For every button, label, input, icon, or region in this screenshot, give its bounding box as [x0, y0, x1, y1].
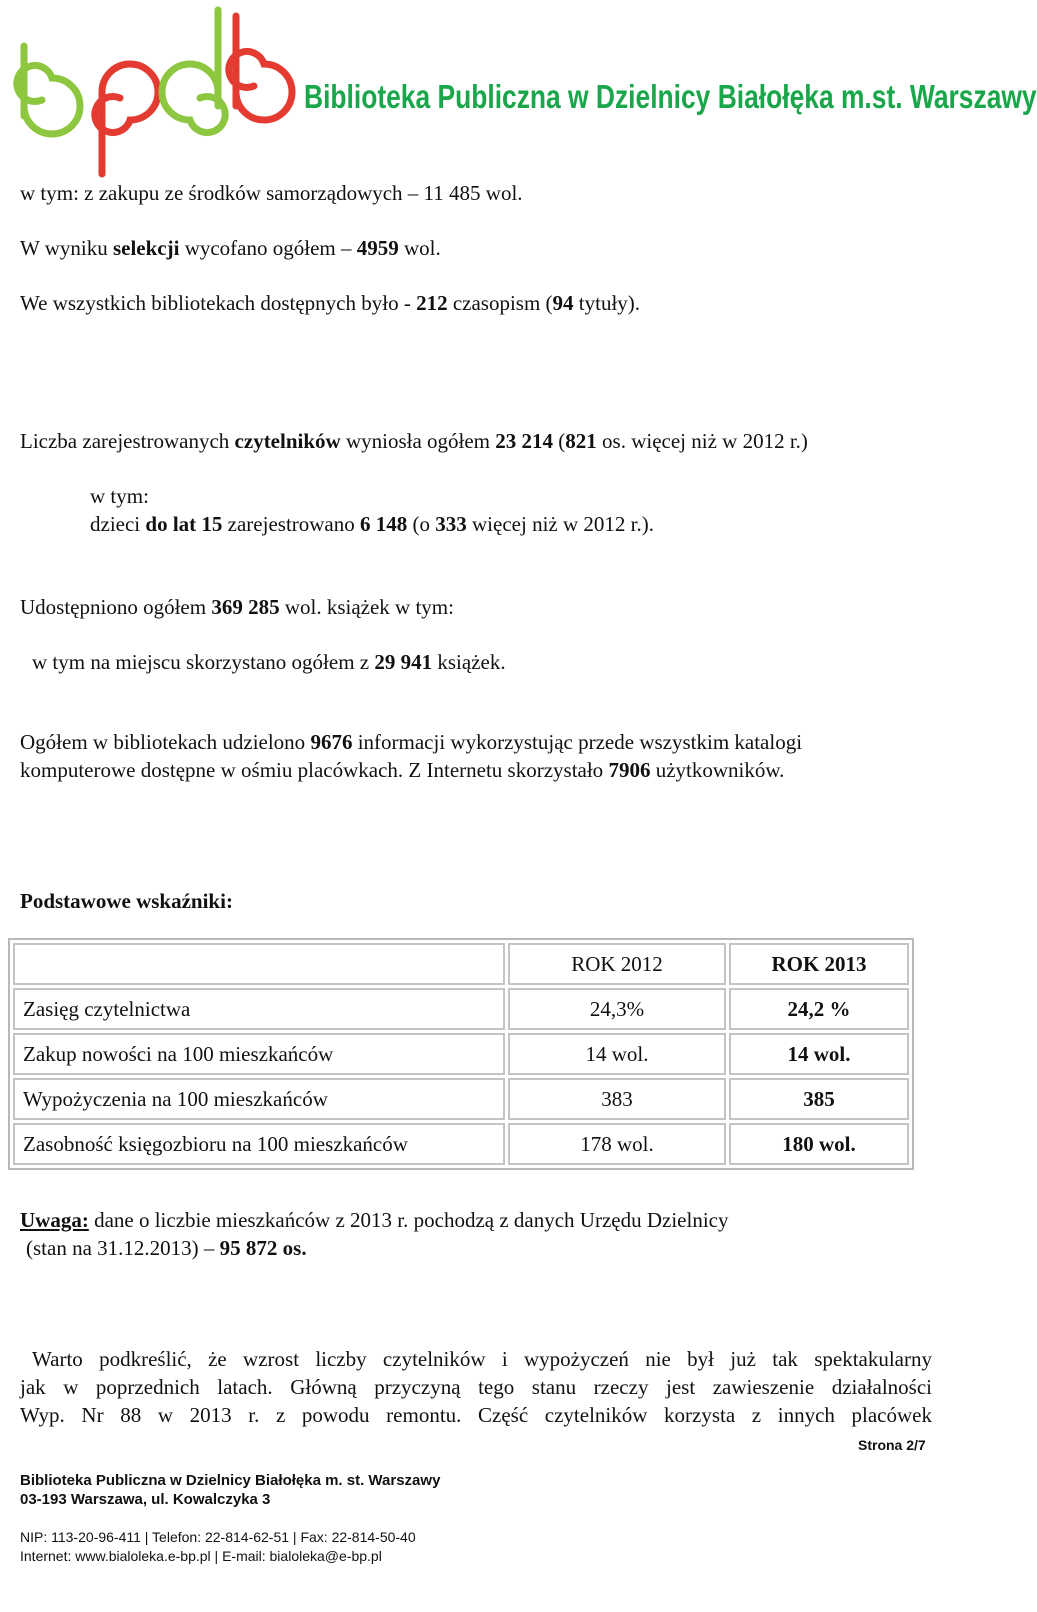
- info-line-1: Ogółem w bibliotekach udzielono 9676 informacji wykorzystując przede wszystkim katalogi: [20, 730, 803, 754]
- table-header-row: [13, 943, 909, 985]
- purchase-line: w tym: z zakupu ze środków samorządowych – 11 485 wol.: [20, 181, 523, 205]
- table-cell: 14 wol.: [508, 1033, 726, 1075]
- header-library-title: Biblioteka Publiczna w Dzielnicy Białołęka m.st. Warszawy: [304, 78, 1037, 115]
- bpdb-logo-icon: [18, 6, 293, 181]
- table-header-cell: [13, 943, 505, 985]
- table-header-cell: ROK 2013: [729, 943, 909, 985]
- children-line: dzieci do lat 15 zarejestrowano 6 148 (o 333 więcej niż w 2012 r.).: [90, 512, 654, 536]
- closing-paragraph: [20, 1345, 932, 1429]
- closing-line-1: Warto podkreślić, że wzrost liczby czytelników i wypożyczeń nie był już tak spektakularny: [32, 1347, 932, 1371]
- table-row: [13, 1078, 909, 1120]
- table-cell: Zasobność księgozbioru na 100 mieszkańców: [13, 1123, 505, 1165]
- closing-line-2: jak w poprzednich latach. Główną przyczyną tego stanu rzeczy jest zawieszenie działalności: [20, 1375, 932, 1399]
- selection-line: W wyniku selekcji wycofano ogółem – 4959 wol.: [20, 236, 441, 260]
- table-row: [13, 1033, 909, 1075]
- onsite-line: w tym na miejscu skorzystano ogółem z 29 941 książek.: [32, 650, 506, 674]
- closing-line-3: Wyp. Nr 88 w 2013 r. z powodu remontu. Część czytelników korzysta z innych placówek: [20, 1403, 932, 1427]
- table-cell: 383: [508, 1078, 726, 1120]
- note-line-1: Uwaga: dane o liczbie mieszkańców z 2013 r. pochodzą z danych Urzędu Dzielnicy: [20, 1208, 729, 1232]
- footer-contact: NIP: 113-20-96-411 | Telefon: 22-814-62-51 | Fax: 22-814-50-40: [20, 1529, 416, 1545]
- table-cell: 14 wol.: [729, 1033, 909, 1075]
- note-label: Uwaga:: [20, 1208, 89, 1232]
- info-line-2: komputerowe dostępne w ośmiu placówkach. Z Internetu skorzystało 7906 użytkowników.: [20, 758, 785, 782]
- table-cell: 24,2 %: [729, 988, 909, 1030]
- indicators-table: [8, 938, 914, 1170]
- footer-org: Biblioteka Publiczna w Dzielnicy Białołęka m. st. Warszawy: [20, 1472, 441, 1489]
- table-cell: 24,3%: [508, 988, 726, 1030]
- table-cell: 385: [729, 1078, 909, 1120]
- table-row: [13, 988, 909, 1030]
- note-line-2: (stan na 31.12.2013) – 95 872 os.: [26, 1236, 307, 1260]
- table-cell: 178 wol.: [508, 1123, 726, 1165]
- table-header-cell: ROK 2012: [508, 943, 726, 985]
- footer-address: 03-193 Warszawa, ul. Kowalczyka 3: [20, 1491, 271, 1508]
- indicators-heading: Podstawowe wskaźniki:: [20, 889, 233, 913]
- footer-web: Internet: www.bialoleka.e-bp.pl | E-mail: bialoleka@e-bp.pl: [20, 1548, 382, 1564]
- table-cell: Zakup nowości na 100 mieszkańców: [13, 1033, 505, 1075]
- readers-line: Liczba zarejestrowanych czytelników wyniosła ogółem 23 214 (821 os. więcej niż w 2012 r.): [20, 429, 808, 453]
- table-cell: Zasięg czytelnictwa: [13, 988, 505, 1030]
- table-cell: Wypożyczenia na 100 mieszkańców: [13, 1078, 505, 1120]
- table-row: [13, 1123, 909, 1165]
- table-cell: 180 wol.: [729, 1123, 909, 1165]
- periodicals-line: We wszystkich bibliotekach dostępnych było - 212 czasopism (94 tytuły).: [20, 291, 641, 315]
- readers-including-label: w tym:: [90, 484, 149, 508]
- loans-line: Udostępniono ogółem 369 285 wol. książek w tym:: [20, 595, 454, 619]
- page-number: Strona 2/7: [858, 1437, 926, 1453]
